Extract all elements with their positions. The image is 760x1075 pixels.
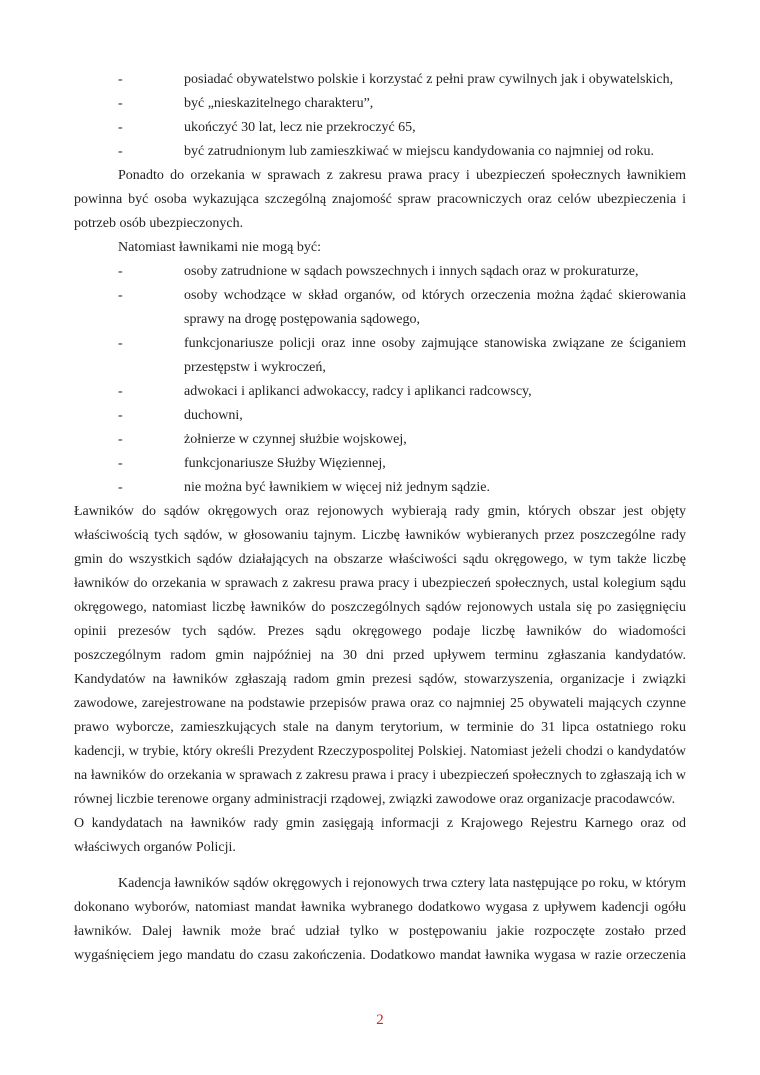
dash: - [118, 72, 123, 87]
page-content [74, 68, 686, 968]
dash: - [118, 432, 123, 447]
dash: - [118, 480, 123, 495]
list-item: - żołnierze w czynnej służbie wojskowej, [74, 428, 686, 452]
dash: - [118, 144, 123, 159]
dash: - [118, 120, 123, 135]
list-item: - ukończyć 30 lat, lecz nie przekroczyć 65, [74, 116, 686, 140]
list-item: - być „nieskazitelnego charakteru”, [74, 92, 686, 116]
list-item: - osoby zatrudnione w sądach powszechnych i innych sądach oraz w prokuraturze, [74, 260, 686, 284]
paragraph-criminal-record: O kandydatach na ławników rady gmin zasięgają informacji z Krajowego Rejestru Karnego oraz od właściwych organów Policji. [74, 816, 686, 855]
dash: - [118, 408, 123, 423]
paragraph-term: Kadencja ławników sądów okręgowych i rejonowych trwa cztery lata następujące po roku, w którym dokonano wyborów, natomiast mandat ławnika wybranego dodatkowo wygasa z upływem kadencji ogółu ławników. Dalej ławnik może brać udział tylko w postępowaniu jakie rozpoczęte zostało przed wygaśnięciem jego mandatu do czasu zakończenia. Dodatkowo mandat ławnika wygasa w razie orzeczenia [74, 876, 686, 963]
dash: - [118, 264, 123, 279]
list-item: - nie można być ławnikiem w więcej niż jednym sądzie. [74, 476, 686, 500]
list-item: - osoby wchodzące w skład organów, od których orzeczenia można żądać skierowania sprawy na drogę postępowania sądowego, [74, 284, 686, 332]
list-item: - funkcjonariusze policji oraz inne osoby zajmujące stanowiska związane ze ściganiem przestępstw i wykroczeń, [74, 332, 686, 380]
dash: - [118, 384, 123, 399]
list-item: - funkcjonariusze Służby Więziennej, [74, 452, 686, 476]
list-item: - adwokaci i aplikanci adwokaccy, radcy i aplikanci radcowscy, [74, 380, 686, 404]
exclusions-intro: Natomiast ławnikami nie mogą być: [118, 240, 321, 255]
list-item: - posiadać obywatelstwo polskie i korzystać z pełni praw cywilnych jak i obywatelskich, [74, 68, 686, 92]
list-item: - duchowni, [74, 404, 686, 428]
list-item: - być zatrudnionym lub zamieszkiwać w miejscu kandydowania co najmniej od roku. [74, 140, 686, 164]
exclusions-list [74, 260, 686, 500]
page-number: 2 [376, 1012, 384, 1028]
dash: - [118, 336, 123, 351]
eligibility-list [74, 68, 686, 164]
dash: - [118, 288, 123, 303]
dash: - [118, 96, 123, 111]
paragraph-labor-law: Ponadto do orzekania w sprawach z zakresu prawa pracy i ubezpieczeń społecznych ławnikiem powinna być osoba wykazująca szczególną znajomość spraw pracowniczych oraz celów ubezpieczenia i potrzeb osób ubezpieczonych. [74, 168, 686, 231]
paragraph-election: Ławników do sądów okręgowych oraz rejonowych wybierają rady gmin, których obszar jest objęty właściwością tych sądów, w głosowaniu tajnym. Liczbę ławników wybieranych przez poszczególne rady gmin do wszystkich sądów działających na obszarze właściwości sądu okręgowego, w tym także liczbę ławników do orzekania w sprawach z zakresu prawa pracy i ubezpieczeń społecznych, ustal kolegium sądu okręgowego, natomiast liczbę ławników do poszczególnych sądów rejonowych ustala się po zasięgnięciu opinii prezesów tych sądów. Prezes sądu okręgowego podaje liczbę ławników do wiadomości poszczególnym radom gmin najpóźniej na 30 dni przed upływem terminu zgłaszania kandydatów. Kandydatów na ławników zgłaszają radom gmin prezesi sądów, stowarzyszenia, organizacje i związki zawodowe, zarejestrowane na podstawie przepisów prawa oraz co najmniej 25 obywateli mających czynne prawo wyborcze, zamieszkujących stale na danym terytorium, w terminie do 31 lipca ostatniego roku kadencji, w trybie, który określi Prezydent Rzeczypospolitej Polskiej. Natomiast jeżeli chodzi o kandydatów na ławników do orzekania w sprawach z zakresu prawa i pracy i ubezpieczeń społecznych to zgłaszają ich w równej liczbie terenowe organy administracji rządowej, związki zawodowe oraz organizacje pracodawców. [74, 504, 686, 807]
dash: - [118, 456, 123, 471]
